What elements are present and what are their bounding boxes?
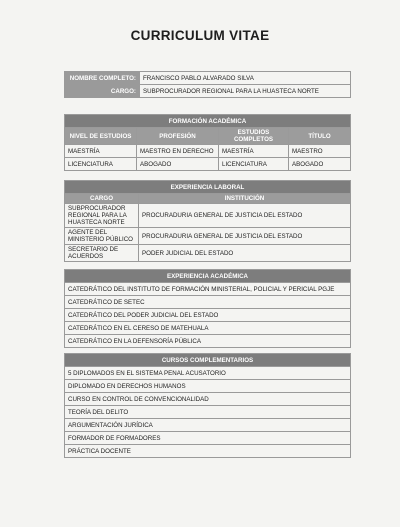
list-item [65, 322, 351, 335]
table-cell: SECRETARIO DE ACUERDOS [65, 245, 139, 262]
list-item-text: CATEDRÁTICO EN LA DEFENSORÍA PÚBLICA [65, 335, 351, 348]
academica-table [64, 269, 351, 348]
cursos-table [64, 353, 351, 458]
column-header: TÍTULO [289, 128, 351, 145]
list-item [65, 393, 351, 406]
list-item [65, 419, 351, 432]
job-label: CARGO: [65, 85, 140, 98]
academica-header: EXPERIENCIA ACADÉMICA [65, 270, 351, 283]
list-item [65, 380, 351, 393]
column-header: CARGO [65, 194, 139, 204]
list-item-text: TEORÍA DEL DELITO [65, 406, 351, 419]
list-item [65, 367, 351, 380]
table-cell: PROCURADURIA GENERAL DE JUSTICIA DEL ESTADO [139, 228, 351, 245]
list-item-text: DIPLOMADO EN DERECHOS HUMANOS [65, 380, 351, 393]
list-item [65, 283, 351, 296]
table-row [65, 228, 351, 245]
list-item [65, 406, 351, 419]
cursos-header: CURSOS COMPLEMENTARIOS [65, 354, 351, 367]
personal-table [64, 71, 351, 98]
table-cell: ABOGADO [137, 158, 219, 171]
page-title: CURRICULUM VITAE [130, 28, 270, 43]
table-cell: MAESTRÍA [65, 145, 137, 158]
list-item [65, 335, 351, 348]
table-cell: PROCURADURIA GENERAL DE JUSTICIA DEL ESTADO [139, 204, 351, 228]
list-item [65, 445, 351, 458]
job-row [65, 85, 351, 98]
name-value: FRANCISCO PABLO ALVARADO SILVA [140, 72, 351, 85]
table-row [65, 145, 351, 158]
column-header: PROFESIÓN [137, 128, 219, 145]
list-item [65, 432, 351, 445]
laboral-table [64, 180, 351, 262]
list-item-text: CATEDRÁTICO DEL PODER JUDICIAL DEL ESTADO [65, 309, 351, 322]
list-item [65, 296, 351, 309]
name-row [65, 72, 351, 85]
list-item-text: ARGUMENTACIÓN JURÍDICA [65, 419, 351, 432]
list-item-text: CATEDRÁTICO DEL INSTITUTO DE FORMACIÓN MINISTERIAL, POLICIAL Y PERICIAL PGJE [65, 283, 351, 296]
table-cell: MAESTRO EN DERECHO [137, 145, 219, 158]
table-cell: PODER JUDICIAL DEL ESTADO [139, 245, 351, 262]
table-cell: MAESTRÍA [219, 145, 289, 158]
list-item-text: PRÁCTICA DOCENTE [65, 445, 351, 458]
table-cell: LICENCIATURA [65, 158, 137, 171]
table-cell: AGENTE DEL MINISTERIO PÚBLICO [65, 228, 139, 245]
column-header: ESTUDIOS COMPLETOS [219, 128, 289, 145]
formacion-header: FORMACIÓN ACADÉMICA [65, 115, 351, 128]
list-item-text: CURSO EN CONTROL DE CONVENCIONALIDAD [65, 393, 351, 406]
column-header: INSTITUCIÓN [139, 194, 351, 204]
list-item [65, 309, 351, 322]
list-item-text: 5 DIPLOMADOS EN EL SISTEMA PENAL ACUSATORIO [65, 367, 351, 380]
table-cell: LICENCIATURA [219, 158, 289, 171]
name-label: NOMBRE COMPLETO: [65, 72, 140, 85]
table-cell: SUBPROCURADOR REGIONAL PARA LA HUASTECA NORTE [65, 204, 139, 228]
table-row [65, 245, 351, 262]
table-row [65, 158, 351, 171]
job-value: SUBPROCURADOR REGIONAL PARA LA HUASTECA NORTE [140, 85, 351, 98]
list-item-text: CATEDRÁTICO EN EL CERESO DE MATEHUALA [65, 322, 351, 335]
formacion-table [64, 114, 351, 171]
column-header: NIVEL DE ESTUDIOS [65, 128, 137, 145]
list-item-text: CATEDRÁTICO DE SETEC [65, 296, 351, 309]
table-cell: MAESTRO [289, 145, 351, 158]
table-cell: ABOGADO [289, 158, 351, 171]
laboral-header: EXPERIENCIA LABORAL [65, 181, 351, 194]
table-row [65, 204, 351, 228]
list-item-text: FORMADOR DE FORMADORES [65, 432, 351, 445]
